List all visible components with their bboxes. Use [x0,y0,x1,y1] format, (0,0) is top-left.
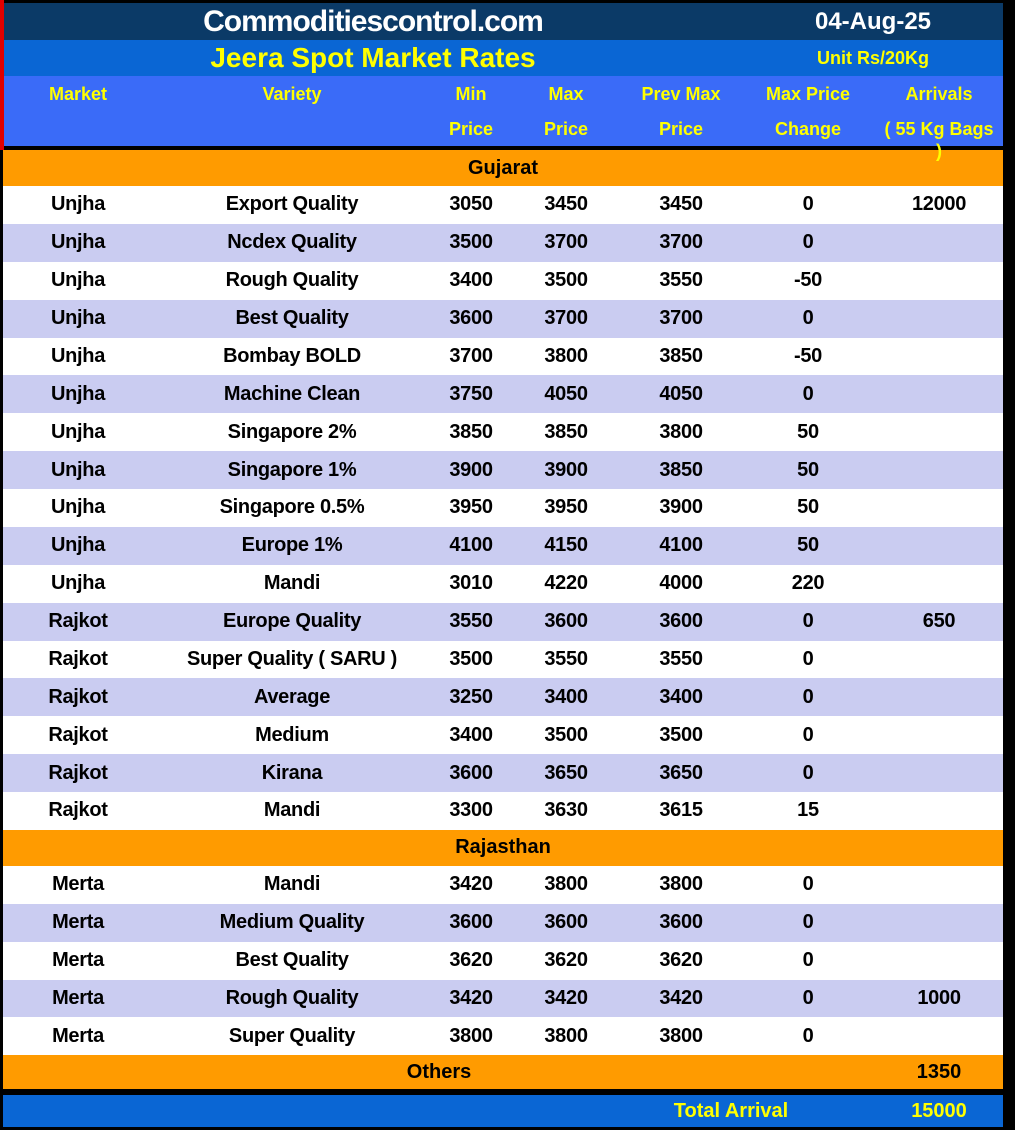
cell: Unjha [50,269,106,292]
red-left-strip [0,0,4,150]
cell [875,527,1003,565]
cell: Merta [52,1024,104,1047]
cell: 3400 [449,723,493,746]
cell: 1000 [917,986,961,1009]
cell: 3800 [449,1024,493,1047]
cell: 3650 [544,761,588,784]
cell: 0 [802,761,814,784]
cell: 3500 [449,231,493,254]
table-row [3,980,1003,1018]
cell: 0 [802,1024,814,1047]
column-header-text: ) [936,141,942,161]
table-row [3,413,1003,451]
cell: Rajkot [48,647,108,670]
cell: 3950 [544,496,588,519]
cell: 3420 [449,986,493,1009]
cell: Merta [52,949,104,972]
table-row [3,186,1003,224]
column-header-prev-max [621,76,741,146]
cell: 4000 [659,572,703,595]
cell: 4050 [544,382,588,405]
column-header-text: Market [48,84,108,104]
cell: 3950 [449,496,493,519]
cell: Singapore 1% [227,458,357,481]
table-row [3,641,1003,679]
cell: 3800 [544,1024,588,1047]
others-arrivals-value: 1350 [916,1060,962,1083]
column-header-text: Arrivals [905,84,973,104]
cell: -50 [793,344,822,367]
cell: Average [253,685,331,708]
cell: 3550 [449,610,493,633]
column-header-text: Price [658,119,704,139]
column-header-text: Variety [262,84,322,104]
cell: Unjha [50,231,106,254]
cell: Mandi [263,572,321,595]
table-row [3,527,1003,565]
cell: 3700 [544,307,588,330]
cell: Medium [255,723,329,746]
column-header-market [3,76,153,146]
cell: 50 [797,458,819,481]
cell: Europe Quality [222,610,362,633]
cell: Rough Quality [225,269,359,292]
cell: 3400 [659,685,703,708]
table-row [3,603,1003,641]
cell: Medium Quality [219,911,365,934]
cell: 3420 [659,986,703,1009]
column-header-text: Price [448,119,494,139]
table-row [3,375,1003,413]
cell: 3600 [544,911,588,934]
cell: Ncdex Quality [227,231,357,254]
section-header-rajasthan: Rajasthan [3,830,1003,866]
table-row [3,451,1003,489]
cell: 650 [922,610,956,633]
column-header-row [3,76,1003,161]
cell: Bombay BOLD [223,344,361,367]
cell: Rajkot [48,685,108,708]
cell: 3500 [449,647,493,670]
cell [875,792,1003,830]
cell: 3650 [659,761,703,784]
cell: 3600 [659,911,703,934]
cell: -50 [793,269,822,292]
cell [875,262,1003,300]
column-header-text: Change [774,119,841,139]
cell [875,904,1003,942]
cell: Unjha [50,572,106,595]
cell: 3630 [544,799,588,822]
cell: Mandi [263,873,321,896]
cell: Merta [52,911,104,934]
table-row [3,338,1003,376]
cell: 3500 [544,723,588,746]
cell: 3600 [449,761,493,784]
cell [875,300,1003,338]
cell: Mandi [263,799,321,822]
cell: 3600 [544,610,588,633]
cell: 0 [802,307,814,330]
table-row [3,300,1003,338]
column-header-text: Prev Max [641,84,721,104]
cell: 0 [802,949,814,972]
others-label: Others [406,1060,472,1083]
cell [875,375,1003,413]
cell: 3900 [449,458,493,481]
cell: Export Quality [225,193,359,216]
cell: 3400 [544,685,588,708]
cell: 3620 [659,949,703,972]
cell [875,678,1003,716]
site-title: Commoditiescontrol.com [203,4,543,38]
cell [875,942,1003,980]
cell: 15 [797,799,819,822]
cell: Unjha [50,344,106,367]
others-band [3,1055,1003,1089]
cell: Rajkot [48,799,108,822]
cell: 0 [802,911,814,934]
cell: Unjha [50,534,106,557]
cell: Merta [52,986,104,1009]
cell: 0 [802,231,814,254]
column-header-max-price [741,76,875,146]
top-banner [3,3,1003,40]
table-row [3,565,1003,603]
cell: Unjha [50,458,106,481]
column-header-text: ( 55 Kg Bags [884,119,994,139]
cell: 3450 [544,193,588,216]
cell: 3500 [544,269,588,292]
cell: 4050 [659,382,703,405]
cell: 50 [797,496,819,519]
cell: 4220 [544,572,588,595]
cell: 3750 [449,382,493,405]
cell: 0 [802,193,814,216]
cell: 0 [802,723,814,746]
cell: 50 [797,534,819,557]
cell: 3850 [544,420,588,443]
cell [875,224,1003,262]
cell: 3420 [449,873,493,896]
cell: 0 [802,610,814,633]
unit-label: Unit Rs/20Kg [816,47,930,68]
cell [875,754,1003,792]
column-header-variety [153,76,431,146]
cell: 3700 [449,344,493,367]
cell: 3450 [659,193,703,216]
table-row [3,904,1003,942]
title-bar [3,40,1003,76]
cell: 4150 [544,534,588,557]
cell: Unjha [50,420,106,443]
cell [875,489,1003,527]
section-header-gujarat: Gujarat [3,150,1003,186]
cell: Unjha [50,496,106,519]
cell: Unjha [50,193,106,216]
cell: Unjha [50,307,106,330]
cell: 3850 [449,420,493,443]
cell: 3850 [659,344,703,367]
cell: Rajkot [48,610,108,633]
cell: Unjha [50,382,106,405]
cell: 3800 [544,344,588,367]
cell: 3550 [659,269,703,292]
cell: 3700 [659,307,703,330]
cell: 4100 [449,534,493,557]
cell: 3900 [544,458,588,481]
cell: 3420 [544,986,588,1009]
table-row [3,792,1003,830]
cell: 0 [802,873,814,896]
cell: 3010 [449,572,493,595]
footer-bar [3,1095,1003,1127]
column-header-arrivals [875,76,1003,161]
cell: 3800 [544,873,588,896]
column-header-max [511,76,621,146]
cell: 3900 [659,496,703,519]
cell [875,1017,1003,1055]
cell: 4100 [659,534,703,557]
cell: Rajkot [48,723,108,746]
total-arrival-label: Total Arrival [673,1099,789,1122]
cell: Europe 1% [241,534,343,557]
cell: Super Quality [228,1024,356,1047]
cell: 3850 [659,458,703,481]
cell: Super Quality ( SARU ) [186,647,398,670]
cell [875,866,1003,904]
total-arrival-value: 15000 [911,1099,967,1122]
cell: 0 [802,382,814,405]
cell [875,451,1003,489]
column-header-text: Price [543,119,589,139]
table-body [0,150,1015,1055]
table-row [3,262,1003,300]
cell: Best Quality [235,949,349,972]
cell: 3600 [449,911,493,934]
cell: Kirana [261,761,323,784]
cell: Merta [52,873,104,896]
cell: Singapore 2% [227,420,357,443]
cell: 3800 [659,873,703,896]
cell: 3050 [449,193,493,216]
cell: 3620 [544,949,588,972]
table-row [3,942,1003,980]
cell: Rough Quality [225,986,359,1009]
column-header-text: Min [455,84,487,104]
table-row [3,866,1003,904]
column-header-min [431,76,511,146]
table-row [3,678,1003,716]
cell: Singapore 0.5% [219,496,365,519]
cell: 3300 [449,799,493,822]
cell: 3400 [449,269,493,292]
cell [875,641,1003,679]
cell: Best Quality [235,307,349,330]
cell: 3600 [449,307,493,330]
cell: 220 [791,572,825,595]
cell: 3250 [449,685,493,708]
cell: 3700 [544,231,588,254]
report-date: 04-Aug-25 [814,7,932,35]
cell: 3600 [659,610,703,633]
cell: 3550 [544,647,588,670]
cell [875,413,1003,451]
column-header-text: Max [548,84,584,104]
cell: Machine Clean [223,382,361,405]
cell: 3615 [659,799,703,822]
table-row [3,489,1003,527]
page-title: Jeera Spot Market Rates [210,42,536,73]
cell: 0 [802,647,814,670]
table-row [3,224,1003,262]
cell: Rajkot [48,761,108,784]
table-row [3,716,1003,754]
table-row [3,754,1003,792]
table-row [3,1017,1003,1055]
column-header-text: Max Price [765,84,851,104]
cell: 3620 [449,949,493,972]
cell [875,565,1003,603]
cell: 0 [802,986,814,1009]
cell: 3500 [659,723,703,746]
cell: 3700 [659,231,703,254]
cell: 50 [797,420,819,443]
cell [875,338,1003,376]
cell [875,716,1003,754]
cell: 12000 [911,193,967,216]
cell: 3800 [659,1024,703,1047]
cell: 3800 [659,420,703,443]
cell: 3550 [659,647,703,670]
cell: 0 [802,685,814,708]
